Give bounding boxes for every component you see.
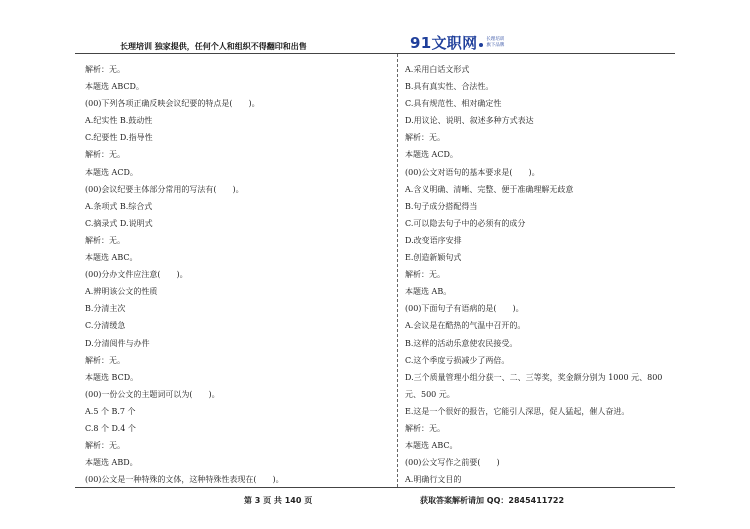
option-line: D.改变语序安排 xyxy=(405,235,462,245)
option-line: A.含义明确、清晰、完整、便于准确理解无歧意 xyxy=(405,184,574,194)
option-line: D.分清阅件与办件 xyxy=(85,338,150,348)
logo-text: 91文职网 xyxy=(410,34,478,52)
option-line: B.分清主次 xyxy=(85,304,126,314)
option-line: A.纪实性 B.鼓动性 xyxy=(85,116,153,126)
option-line: E.创造新颖句式 xyxy=(405,253,462,263)
option-line: C.这个季度亏损减少了两倍。 xyxy=(405,355,510,365)
text-line: 解析：无。 xyxy=(405,423,445,433)
header-rule xyxy=(75,53,675,54)
footer-rule xyxy=(75,487,675,488)
text-line: 本题选 ABCD。 xyxy=(85,82,144,92)
option-line: D.三个质量管理小组分获一、二、三等奖，奖金额分别为 1000 元、800 元、500 元。 xyxy=(405,372,663,399)
option-line: A.条项式 B.综合式 xyxy=(85,201,153,211)
contact-info: 获取答案解析请加 QQ：2845411722 xyxy=(420,496,565,505)
option-line: A.辨明该公文的性质 xyxy=(85,287,158,297)
option-line: B.句子成分搭配得当 xyxy=(405,201,478,211)
text-line: 本题选 ABC。 xyxy=(85,253,138,263)
text-line: 解析：无。 xyxy=(405,270,445,280)
logo-tagline xyxy=(486,37,504,49)
option-line: B.这样的活动乐意使农民接受。 xyxy=(405,338,518,348)
question-line: (00)下列各项正确反映会议纪要的特点是( )。 xyxy=(85,99,260,109)
option-line: A.5 个 B.7 个 xyxy=(85,406,136,416)
option-line: A.会议是在酷热的气温中召开的。 xyxy=(405,321,526,331)
option-line: C.8 个 D.4 个 xyxy=(85,423,136,433)
column-divider xyxy=(397,54,398,487)
logo-dot-icon xyxy=(479,43,483,47)
logo-tagline-line-2: 旗下品牌 xyxy=(486,43,505,48)
text-line: 本题选 AB。 xyxy=(405,287,452,297)
text-line: 本题选 ABD。 xyxy=(85,458,138,468)
site-logo[interactable] xyxy=(410,30,504,52)
logo-tagline-line-1: 长理培训 xyxy=(486,37,505,42)
text-line: 本题选 ABC。 xyxy=(405,441,458,451)
option-line: D.用议论、说明、叙述多种方式表达 xyxy=(405,116,534,126)
text-line: 解析：无。 xyxy=(85,150,125,160)
option-line: C.可以隐去句子中的必须有的成分 xyxy=(405,218,526,228)
text-line: 解析：无。 xyxy=(85,441,125,451)
text-line: 本题选 ACD。 xyxy=(85,167,138,177)
left-column xyxy=(85,61,385,488)
text-line: 本题选 BCD。 xyxy=(85,372,139,382)
text-line: 解析：无。 xyxy=(85,355,125,365)
question-line: (00)下面句子有语病的是( )。 xyxy=(405,304,524,314)
option-line: A.采用白话文形式 xyxy=(405,65,470,74)
option-line: C.具有规范性、相对确定性 xyxy=(405,99,502,109)
text-line: 解析：无。 xyxy=(405,133,445,143)
option-line: C.分清缓急 xyxy=(85,321,126,331)
text-line: 解析：无。 xyxy=(85,235,125,245)
right-column xyxy=(405,61,673,488)
option-line: C.摘录式 D.说明式 xyxy=(85,218,153,228)
question-line: (00)公文写作之前要( ) xyxy=(405,458,500,468)
question-line: (00)公文对语句的基本要求是( )。 xyxy=(405,167,540,177)
copyright-notice: 长理培训 独家提供，任何个人和组织不得翻印和出售 xyxy=(120,42,307,51)
option-line: C.纪要性 D.指导性 xyxy=(85,133,153,143)
option-line: A.明确行文目的 xyxy=(405,475,462,485)
option-line: E.这是一个很好的报告，它能引人深思，促人猛起，催人奋进。 xyxy=(405,406,630,416)
question-line: (00)一份公文的主题词可以为( )。 xyxy=(85,389,220,399)
question-line: (00)分办文件应注意( )。 xyxy=(85,270,188,280)
question-line: (00)公文是一种特殊的文体，这种特殊性表现在( )。 xyxy=(85,475,284,485)
option-line: B.具有真实性、合法性。 xyxy=(405,82,494,92)
text-line: 解析：无。 xyxy=(85,65,125,74)
page-number: 第 3 页 共 140 页 xyxy=(244,496,313,505)
text-line: 本题选 ACD。 xyxy=(405,150,458,160)
question-line: (00)会议纪要主体部分常用的写法有( )。 xyxy=(85,184,244,194)
